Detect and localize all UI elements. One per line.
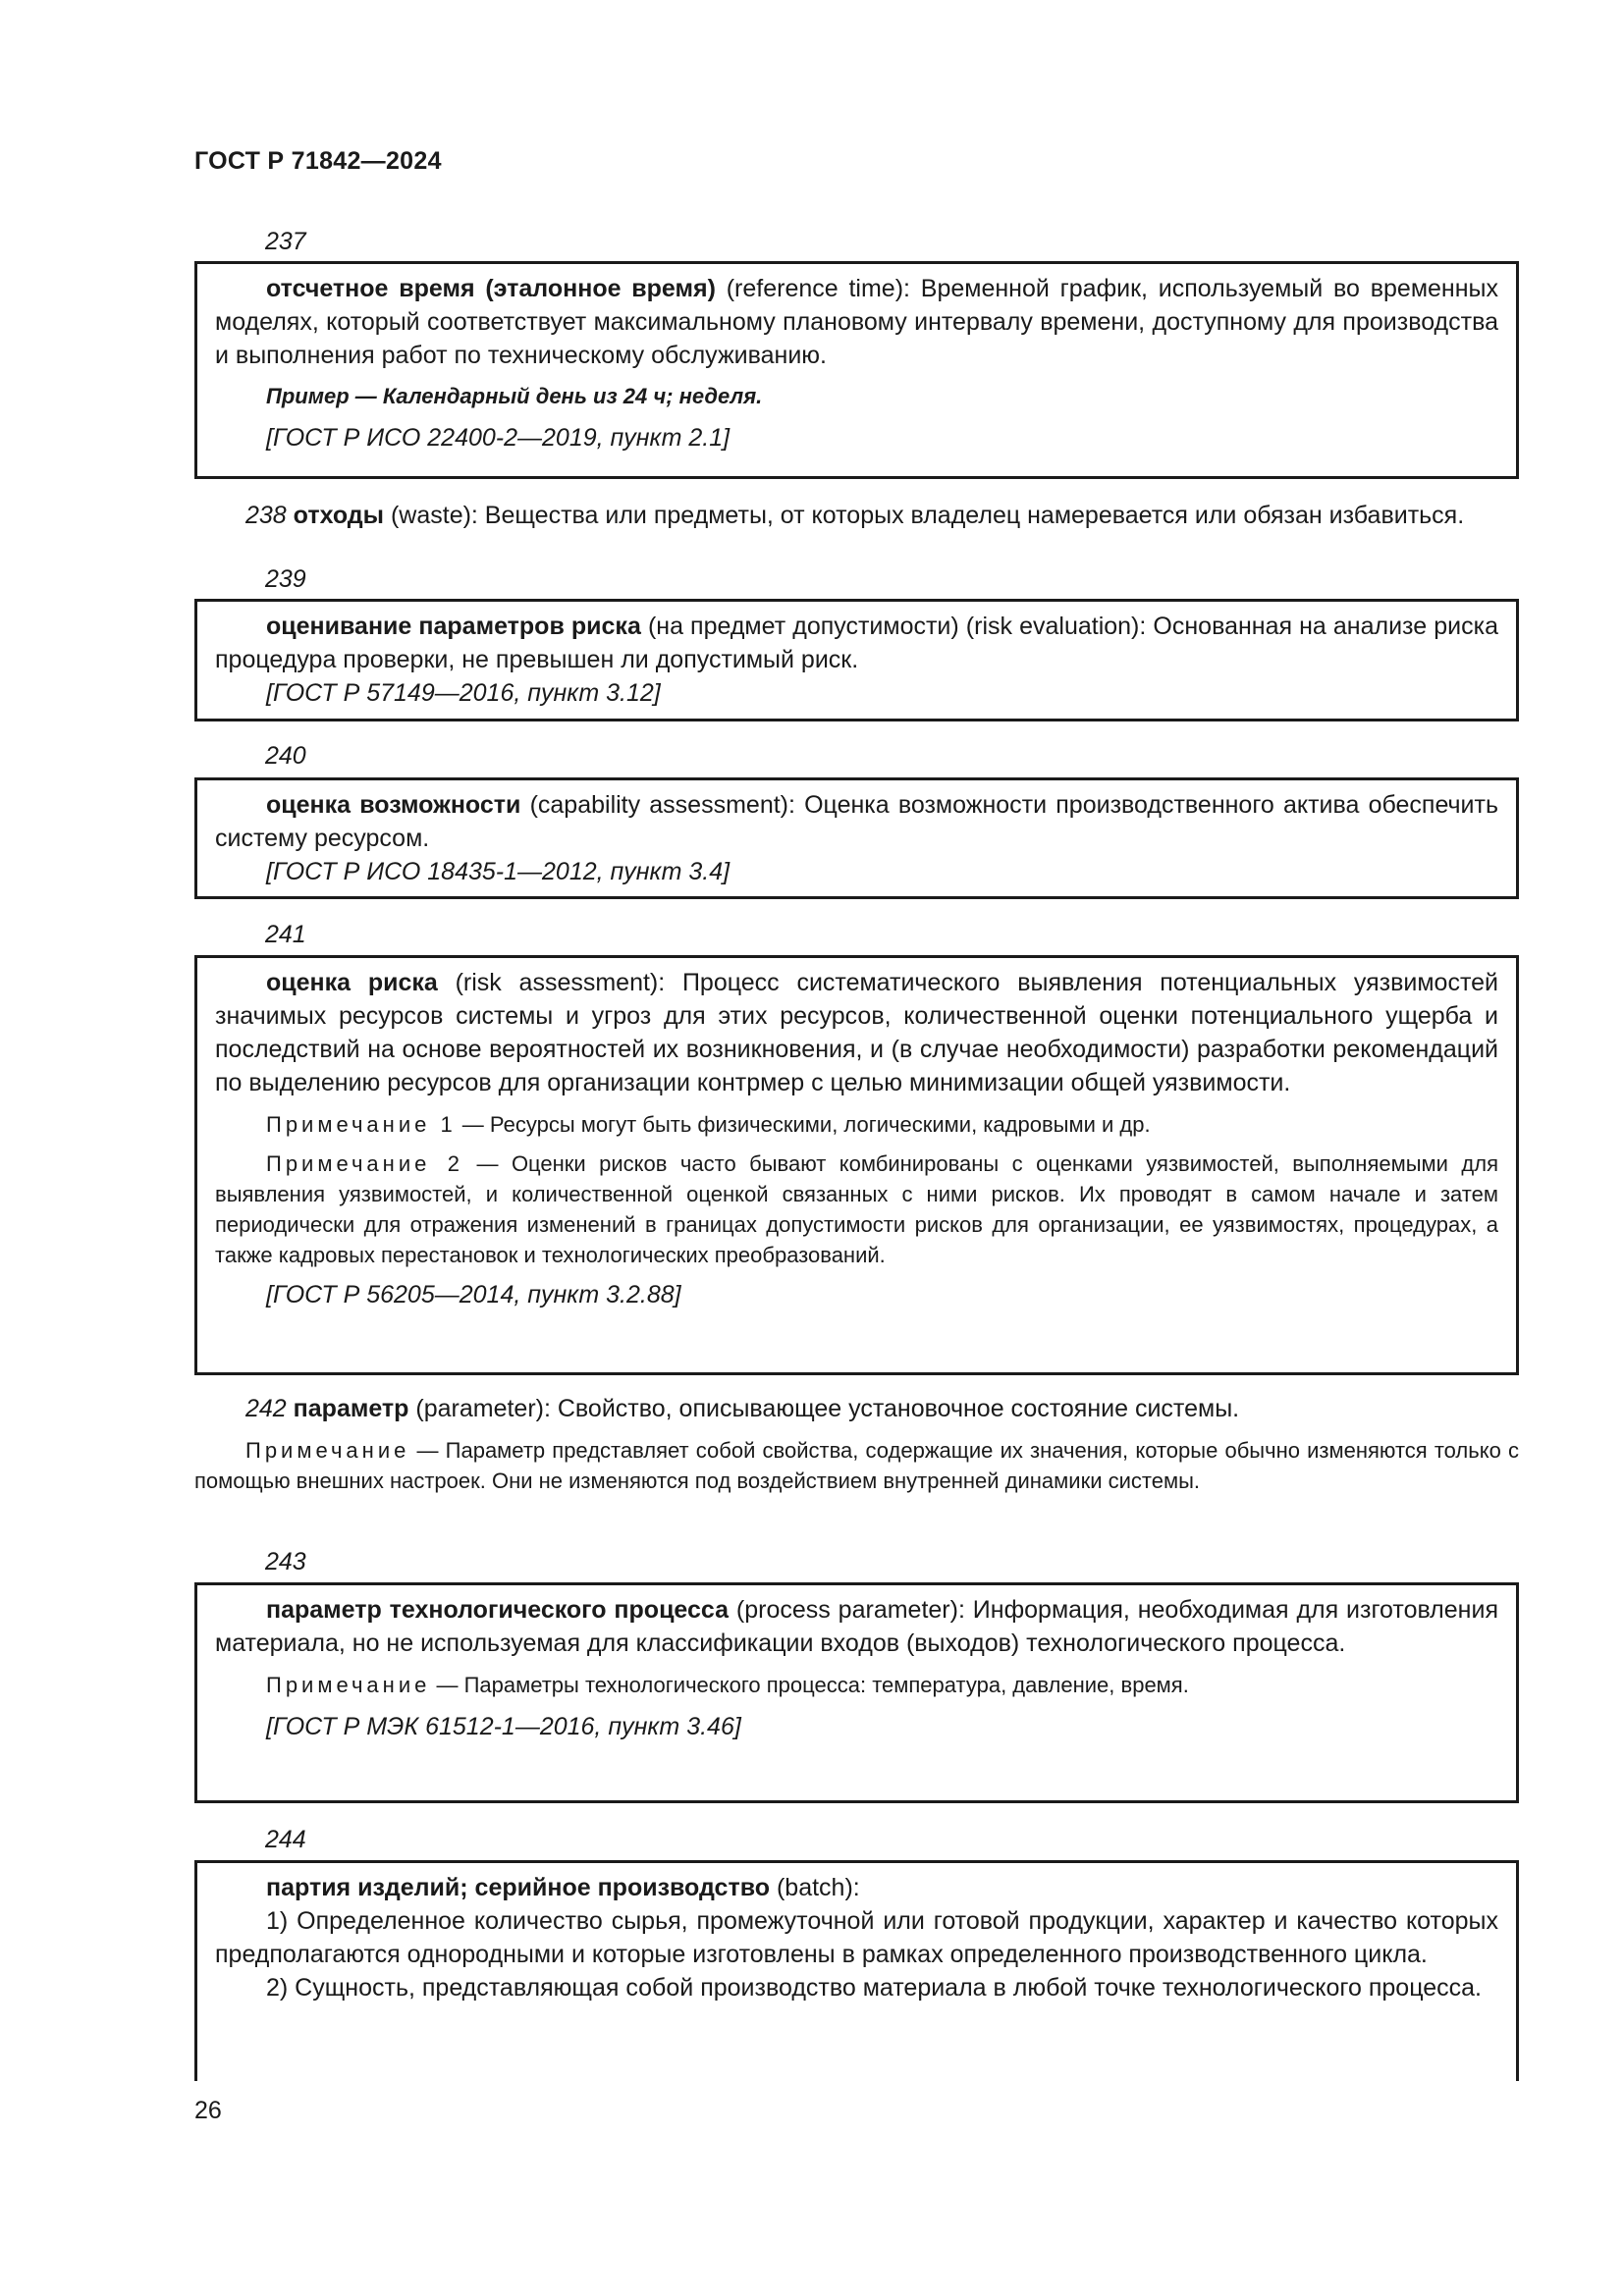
definition-238: 238 отходы (waste): Вещества или предметы, от которых владелец намеревается или обязан избавиться. <box>245 502 1465 529</box>
definition-239: оценивание параметров риска (на предмет допустимости) (risk evaluation): Основанная на анализе риска процедура проверки, не превышен ли допустимый риск. <box>215 613 1498 673</box>
term-238: отходы <box>293 502 385 529</box>
term-241: оценка риска <box>266 969 438 996</box>
term-box-243 <box>194 1582 1519 1803</box>
term-box-239 <box>194 599 1519 721</box>
term-243: параметр технологического процесса <box>266 1596 730 1624</box>
entry-number-243: 243 <box>265 1548 306 1575</box>
term-box-237 <box>194 261 1519 479</box>
note-243: Примечание — Параметры технологического процесса: температура, давление, время. <box>266 1673 1189 1697</box>
entry-number-241: 241 <box>265 921 306 948</box>
definition-244-item-1: 1) Определенное количество сырья, промежуточной или готовой продукции, характер и качество которых предполагаются однородными и которые изготовлены в рамках определенного производственного цикла. <box>215 1907 1498 1968</box>
source-239: [ГОСТ Р 57149—2016, пункт 3.12] <box>266 679 661 707</box>
term-242: параметр <box>293 1395 409 1422</box>
source-240: [ГОСТ Р ИСО 18435-1—2012, пункт 3.4] <box>266 858 731 885</box>
source-241: [ГОСТ Р 56205—2014, пункт 3.2.88] <box>266 1281 681 1308</box>
document-header: ГОСТ Р 71842—2024 <box>194 147 442 175</box>
term-237: отсчетное время (эталонное время) <box>266 275 716 302</box>
definition-244-item-2: 2) Сущность, представляющая собой производство материала в любой точке технологического процесса. <box>266 1974 1482 2002</box>
term-244: партия изделий; серийное производство <box>266 1874 771 1901</box>
entry-number-240: 240 <box>265 742 306 770</box>
term-box-240 <box>194 777 1519 899</box>
entry-number-239: 239 <box>265 565 306 593</box>
term-240: оценка возможности <box>266 791 521 819</box>
source-237: [ГОСТ Р ИСО 22400-2—2019, пункт 2.1] <box>266 424 731 452</box>
note-1-241: Примечание 1 — Ресурсы могут быть физическими, логическими, кадровыми и др. <box>266 1112 1151 1137</box>
note-242: Примечание — Параметр представляет собой свойства, содержащие их значения, которые обычно изменяются только с помощью внешних настроек. Они не изменяются под воздействием внутренней динамики системы. <box>194 1438 1519 1493</box>
source-243: [ГОСТ Р МЭК 61512-1—2016, пункт 3.46] <box>266 1713 741 1740</box>
term-239: оценивание параметров риска <box>266 613 641 640</box>
definition-244: партия изделий; серийное производство (batch): <box>266 1874 860 1901</box>
definition-241: оценка риска (risk assessment): Процесс систематического выявления потенциальных уязвимостей значимых ресурсов системы и угроз для этих ресурсов, количественной оценки потенциального ущерба и последствий на основе вероятностей их возникновения, и (в случае необходимости) разработки рекомендаций по выделению ресурсов для организации контрмер с целью минимизации общей уязвимости. <box>215 969 1498 1096</box>
entry-242 <box>194 1392 1519 1496</box>
term-box-244 <box>194 1860 1519 2081</box>
definition-240: оценка возможности (capability assessment): Оценка возможности производственного актива обеспечить систему ресурсом. <box>215 791 1499 852</box>
definition-242: 242 параметр (parameter): Свойство, описывающее установочное состояние системы. <box>245 1395 1240 1422</box>
term-box-241 <box>194 955 1519 1375</box>
example-237: Пример — Календарный день из 24 ч; неделя. <box>266 384 763 408</box>
entry-number-238: 238 <box>245 502 287 529</box>
entry-number-237: 237 <box>265 228 306 255</box>
definition-243: параметр технологического процесса (process parameter): Информация, необходимая для изготовления материала, но не используемая для классификации входов (выходов) технологического процесса. <box>215 1596 1498 1657</box>
definition-237: отсчетное время (эталонное время) (reference time): Временной график, используемый во временных моделях, который соответствует максимальному плановому интервалу времени, доступному для производства и выполнения работ по техническому обслуживанию. <box>215 275 1498 369</box>
entry-238 <box>194 499 1519 532</box>
entry-number-244: 244 <box>265 1826 306 1853</box>
page-number: 26 <box>194 2097 222 2124</box>
entry-number-242: 242 <box>245 1395 287 1422</box>
note-2-241: Примечание 2 — Оценки рисков часто бывают комбинированы с оценками уязвимостей, выполняемыми для выявления уязвимостей, и количественной оценкой связанных с ними рисков. Их проводят в самом начале и затем периодически для отражения изменений в границах допустимости рисков для организации, ее уязвимостях, процедурах, а также кадровых перестановок и технологических преобразований. <box>215 1151 1498 1267</box>
